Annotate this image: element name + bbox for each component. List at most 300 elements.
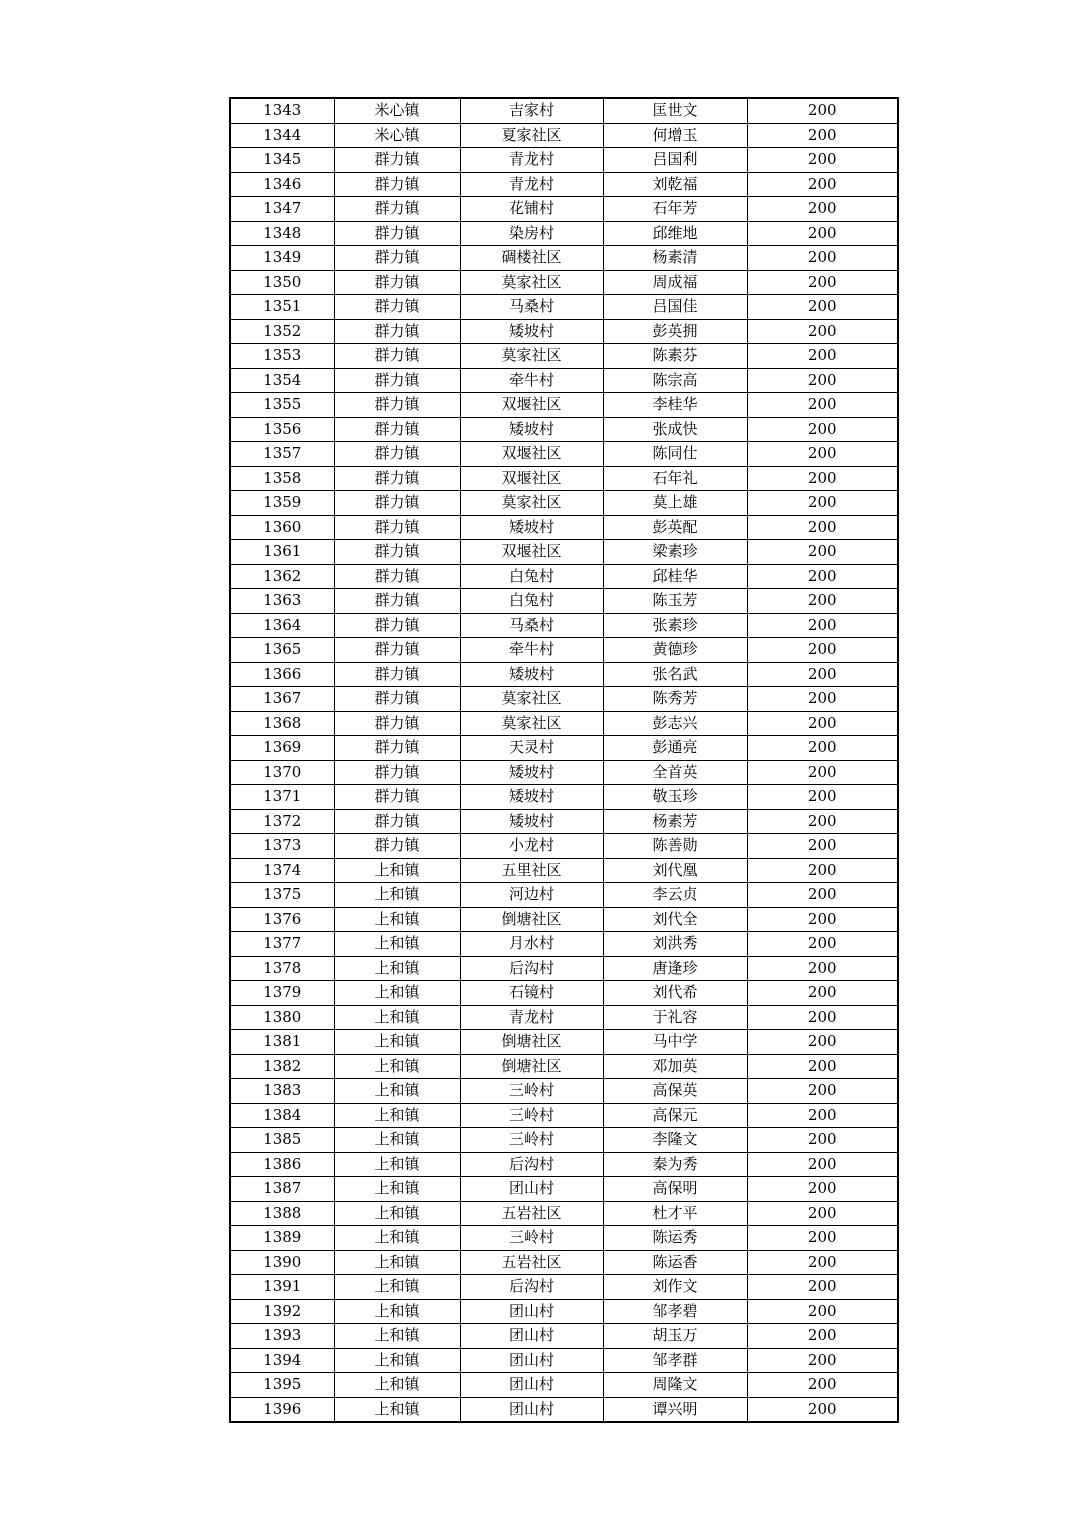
cell-town: 群力镇: [334, 785, 460, 810]
cell-name: 周成福: [603, 270, 747, 295]
cell-name: 石年芳: [603, 197, 747, 222]
table-row: [230, 613, 898, 638]
cell-amount: 200: [747, 1079, 898, 1104]
cell-name: 陈秀芳: [603, 687, 747, 712]
cell-town: 上和镇: [334, 1128, 460, 1153]
cell-serial-number: 1356: [230, 417, 334, 442]
cell-village: 后沟村: [460, 956, 603, 981]
cell-name: 杜才平: [603, 1201, 747, 1226]
table-row: [230, 1177, 898, 1202]
table-row: [230, 589, 898, 614]
cell-town: 上和镇: [334, 1373, 460, 1398]
cell-amount: 200: [747, 246, 898, 271]
cell-amount: 200: [747, 270, 898, 295]
cell-village: 三岭村: [460, 1128, 603, 1153]
cell-town: 上和镇: [334, 981, 460, 1006]
table-row: [230, 858, 898, 883]
cell-village: 莫家社区: [460, 344, 603, 369]
cell-serial-number: 1388: [230, 1201, 334, 1226]
cell-village: 矮坡村: [460, 809, 603, 834]
cell-village: 莫家社区: [460, 491, 603, 516]
cell-serial-number: 1389: [230, 1226, 334, 1251]
cell-name: 匡世文: [603, 98, 747, 123]
cell-amount: 200: [747, 393, 898, 418]
cell-serial-number: 1352: [230, 319, 334, 344]
cell-name: 邹孝群: [603, 1348, 747, 1373]
cell-amount: 200: [747, 564, 898, 589]
cell-amount: 200: [747, 1348, 898, 1373]
cell-amount: 200: [747, 417, 898, 442]
cell-amount: 200: [747, 858, 898, 883]
table-row: [230, 1275, 898, 1300]
cell-name: 刘代全: [603, 907, 747, 932]
cell-town: 群力镇: [334, 687, 460, 712]
cell-name: 刘乾福: [603, 172, 747, 197]
cell-town: 群力镇: [334, 736, 460, 761]
cell-serial-number: 1374: [230, 858, 334, 883]
cell-town: 上和镇: [334, 907, 460, 932]
cell-amount: 200: [747, 1275, 898, 1300]
cell-serial-number: 1382: [230, 1054, 334, 1079]
cell-town: 上和镇: [334, 1324, 460, 1349]
cell-amount: 200: [747, 172, 898, 197]
cell-amount: 200: [747, 123, 898, 148]
cell-amount: 200: [747, 1152, 898, 1177]
cell-serial-number: 1380: [230, 1005, 334, 1030]
cell-serial-number: 1350: [230, 270, 334, 295]
table-row: [230, 417, 898, 442]
cell-amount: 200: [747, 1397, 898, 1422]
cell-town: 上和镇: [334, 1250, 460, 1275]
cell-amount: 200: [747, 785, 898, 810]
cell-serial-number: 1360: [230, 515, 334, 540]
cell-serial-number: 1351: [230, 295, 334, 320]
cell-name: 陈素芬: [603, 344, 747, 369]
cell-amount: 200: [747, 344, 898, 369]
cell-village: 矮坡村: [460, 785, 603, 810]
cell-town: 上和镇: [334, 883, 460, 908]
table-row: [230, 442, 898, 467]
cell-serial-number: 1359: [230, 491, 334, 516]
cell-village: 莫家社区: [460, 711, 603, 736]
table-row: [230, 1103, 898, 1128]
cell-serial-number: 1345: [230, 148, 334, 173]
cell-amount: 200: [747, 368, 898, 393]
cell-village: 后沟村: [460, 1275, 603, 1300]
cell-village: 天灵村: [460, 736, 603, 761]
cell-name: 石年礼: [603, 466, 747, 491]
cell-serial-number: 1346: [230, 172, 334, 197]
cell-village: 青龙村: [460, 172, 603, 197]
cell-serial-number: 1357: [230, 442, 334, 467]
cell-name: 彭英配: [603, 515, 747, 540]
table-row: [230, 1030, 898, 1055]
table-row: [230, 564, 898, 589]
cell-name: 张名武: [603, 662, 747, 687]
cell-serial-number: 1343: [230, 98, 334, 123]
cell-amount: 200: [747, 1201, 898, 1226]
cell-name: 高保明: [603, 1177, 747, 1202]
table-row: [230, 981, 898, 1006]
cell-amount: 200: [747, 515, 898, 540]
cell-amount: 200: [747, 638, 898, 663]
cell-village: 莫家社区: [460, 687, 603, 712]
cell-village: 双堰社区: [460, 442, 603, 467]
cell-name: 陈玉芳: [603, 589, 747, 614]
cell-town: 群力镇: [334, 295, 460, 320]
table-row: [230, 368, 898, 393]
cell-name: 李桂华: [603, 393, 747, 418]
cell-name: 黄德珍: [603, 638, 747, 663]
cell-name: 陈同仕: [603, 442, 747, 467]
cell-village: 团山村: [460, 1177, 603, 1202]
cell-serial-number: 1372: [230, 809, 334, 834]
cell-name: 全首英: [603, 760, 747, 785]
cell-serial-number: 1384: [230, 1103, 334, 1128]
cell-town: 群力镇: [334, 319, 460, 344]
table-row: [230, 687, 898, 712]
table-row: [230, 1054, 898, 1079]
cell-village: 团山村: [460, 1299, 603, 1324]
cell-serial-number: 1396: [230, 1397, 334, 1422]
cell-town: 群力镇: [334, 172, 460, 197]
cell-amount: 200: [747, 687, 898, 712]
cell-serial-number: 1361: [230, 540, 334, 565]
cell-town: 群力镇: [334, 589, 460, 614]
table-row: [230, 760, 898, 785]
cell-name: 彭英拥: [603, 319, 747, 344]
cell-village: 小龙村: [460, 834, 603, 859]
cell-amount: 200: [747, 1299, 898, 1324]
table-row: [230, 1324, 898, 1349]
cell-village: 河边村: [460, 883, 603, 908]
cell-town: 上和镇: [334, 1397, 460, 1422]
table-row: [230, 1373, 898, 1398]
cell-town: 上和镇: [334, 1005, 460, 1030]
cell-name: 张素珍: [603, 613, 747, 638]
table-row: [230, 393, 898, 418]
cell-amount: 200: [747, 98, 898, 123]
cell-amount: 200: [747, 1128, 898, 1153]
cell-serial-number: 1347: [230, 197, 334, 222]
cell-amount: 200: [747, 1177, 898, 1202]
cell-amount: 200: [747, 760, 898, 785]
cell-village: 碉楼社区: [460, 246, 603, 271]
cell-amount: 200: [747, 466, 898, 491]
cell-amount: 200: [747, 1226, 898, 1251]
cell-serial-number: 1369: [230, 736, 334, 761]
table-row: [230, 1397, 898, 1422]
cell-name: 陈宗高: [603, 368, 747, 393]
table-row: [230, 172, 898, 197]
cell-serial-number: 1394: [230, 1348, 334, 1373]
cell-serial-number: 1377: [230, 932, 334, 957]
cell-town: 群力镇: [334, 809, 460, 834]
cell-name: 高保英: [603, 1079, 747, 1104]
cell-name: 陈运秀: [603, 1226, 747, 1251]
cell-amount: 200: [747, 197, 898, 222]
cell-village: 矮坡村: [460, 760, 603, 785]
cell-name: 吕国利: [603, 148, 747, 173]
cell-village: 五岩社区: [460, 1250, 603, 1275]
cell-amount: 200: [747, 956, 898, 981]
cell-name: 张成快: [603, 417, 747, 442]
cell-name: 刘代希: [603, 981, 747, 1006]
cell-serial-number: 1344: [230, 123, 334, 148]
cell-town: 群力镇: [334, 466, 460, 491]
record-table: [229, 97, 899, 1423]
cell-village: 倒塘社区: [460, 1030, 603, 1055]
table-row: [230, 1128, 898, 1153]
cell-amount: 200: [747, 662, 898, 687]
table-row: [230, 221, 898, 246]
cell-serial-number: 1366: [230, 662, 334, 687]
cell-town: 群力镇: [334, 221, 460, 246]
cell-name: 谭兴明: [603, 1397, 747, 1422]
cell-amount: 200: [747, 711, 898, 736]
cell-serial-number: 1370: [230, 760, 334, 785]
cell-town: 上和镇: [334, 932, 460, 957]
cell-village: 白兔村: [460, 564, 603, 589]
table-row: [230, 491, 898, 516]
table-row: [230, 148, 898, 173]
cell-name: 莫上雄: [603, 491, 747, 516]
cell-village: 月水村: [460, 932, 603, 957]
cell-serial-number: 1381: [230, 1030, 334, 1055]
cell-serial-number: 1390: [230, 1250, 334, 1275]
cell-name: 刘作文: [603, 1275, 747, 1300]
cell-amount: 200: [747, 736, 898, 761]
cell-amount: 200: [747, 1103, 898, 1128]
table-row: [230, 834, 898, 859]
cell-amount: 200: [747, 589, 898, 614]
cell-name: 彭通亮: [603, 736, 747, 761]
cell-serial-number: 1368: [230, 711, 334, 736]
table-row: [230, 515, 898, 540]
cell-town: 群力镇: [334, 393, 460, 418]
table-row: [230, 785, 898, 810]
cell-village: 后沟村: [460, 1152, 603, 1177]
cell-town: 上和镇: [334, 858, 460, 883]
cell-village: 双堰社区: [460, 540, 603, 565]
cell-serial-number: 1379: [230, 981, 334, 1006]
cell-village: 石镜村: [460, 981, 603, 1006]
cell-town: 上和镇: [334, 1103, 460, 1128]
cell-amount: 200: [747, 981, 898, 1006]
cell-town: 群力镇: [334, 760, 460, 785]
cell-town: 群力镇: [334, 148, 460, 173]
cell-name: 杨素清: [603, 246, 747, 271]
cell-name: 于礼容: [603, 1005, 747, 1030]
cell-amount: 200: [747, 491, 898, 516]
cell-serial-number: 1383: [230, 1079, 334, 1104]
table-row: [230, 809, 898, 834]
cell-town: 群力镇: [334, 344, 460, 369]
cell-village: 双堰社区: [460, 466, 603, 491]
cell-town: 群力镇: [334, 711, 460, 736]
cell-serial-number: 1385: [230, 1128, 334, 1153]
cell-town: 上和镇: [334, 1177, 460, 1202]
cell-village: 矮坡村: [460, 515, 603, 540]
cell-serial-number: 1371: [230, 785, 334, 810]
cell-name: 李隆文: [603, 1128, 747, 1153]
record-table-body: [230, 98, 898, 1422]
table-row: [230, 1299, 898, 1324]
cell-town: 群力镇: [334, 246, 460, 271]
cell-town: 群力镇: [334, 197, 460, 222]
table-row: [230, 932, 898, 957]
table-row: [230, 1201, 898, 1226]
cell-name: 邱桂华: [603, 564, 747, 589]
cell-town: 群力镇: [334, 417, 460, 442]
cell-village: 倒塘社区: [460, 1054, 603, 1079]
cell-name: 陈运香: [603, 1250, 747, 1275]
cell-amount: 200: [747, 1054, 898, 1079]
table-row: [230, 662, 898, 687]
cell-name: 吕国佳: [603, 295, 747, 320]
cell-village: 倒塘社区: [460, 907, 603, 932]
cell-serial-number: 1386: [230, 1152, 334, 1177]
table-row: [230, 270, 898, 295]
cell-name: 胡玉万: [603, 1324, 747, 1349]
cell-town: 群力镇: [334, 515, 460, 540]
cell-name: 梁素珍: [603, 540, 747, 565]
cell-amount: 200: [747, 883, 898, 908]
cell-amount: 200: [747, 442, 898, 467]
table-row: [230, 1152, 898, 1177]
cell-town: 上和镇: [334, 1054, 460, 1079]
cell-town: 上和镇: [334, 1030, 460, 1055]
cell-name: 刘代凰: [603, 858, 747, 883]
cell-serial-number: 1353: [230, 344, 334, 369]
cell-serial-number: 1393: [230, 1324, 334, 1349]
cell-village: 三岭村: [460, 1226, 603, 1251]
cell-name: 邓加英: [603, 1054, 747, 1079]
cell-village: 双堰社区: [460, 393, 603, 418]
cell-amount: 200: [747, 148, 898, 173]
cell-name: 陈善勋: [603, 834, 747, 859]
table-row: [230, 638, 898, 663]
table-row: [230, 344, 898, 369]
table-row: [230, 711, 898, 736]
cell-name: 杨素芳: [603, 809, 747, 834]
cell-name: 邹孝碧: [603, 1299, 747, 1324]
cell-village: 牵牛村: [460, 368, 603, 393]
table-row: [230, 1348, 898, 1373]
cell-town: 群力镇: [334, 491, 460, 516]
cell-village: 花铺村: [460, 197, 603, 222]
table-row: [230, 883, 898, 908]
table-row: [230, 1079, 898, 1104]
cell-serial-number: 1349: [230, 246, 334, 271]
cell-amount: 200: [747, 1250, 898, 1275]
cell-town: 群力镇: [334, 613, 460, 638]
cell-amount: 200: [747, 1373, 898, 1398]
cell-village: 团山村: [460, 1373, 603, 1398]
table-row: [230, 319, 898, 344]
cell-amount: 200: [747, 834, 898, 859]
cell-village: 白兔村: [460, 589, 603, 614]
cell-village: 青龙村: [460, 1005, 603, 1030]
cell-amount: 200: [747, 221, 898, 246]
cell-serial-number: 1387: [230, 1177, 334, 1202]
cell-serial-number: 1355: [230, 393, 334, 418]
cell-village: 矮坡村: [460, 319, 603, 344]
cell-name: 周隆文: [603, 1373, 747, 1398]
table-row: [230, 123, 898, 148]
cell-name: 高保元: [603, 1103, 747, 1128]
cell-serial-number: 1395: [230, 1373, 334, 1398]
cell-town: 上和镇: [334, 1299, 460, 1324]
table-row: [230, 736, 898, 761]
cell-name: 马中学: [603, 1030, 747, 1055]
table-row: [230, 540, 898, 565]
cell-amount: 200: [747, 809, 898, 834]
cell-town: 群力镇: [334, 834, 460, 859]
cell-village: 牵牛村: [460, 638, 603, 663]
cell-amount: 200: [747, 613, 898, 638]
cell-name: 秦为秀: [603, 1152, 747, 1177]
cell-serial-number: 1392: [230, 1299, 334, 1324]
cell-serial-number: 1391: [230, 1275, 334, 1300]
cell-town: 上和镇: [334, 1201, 460, 1226]
cell-town: 上和镇: [334, 1152, 460, 1177]
cell-town: 群力镇: [334, 638, 460, 663]
cell-serial-number: 1348: [230, 221, 334, 246]
cell-serial-number: 1364: [230, 613, 334, 638]
cell-name: 敬玉珍: [603, 785, 747, 810]
cell-village: 马桑村: [460, 295, 603, 320]
cell-town: 群力镇: [334, 442, 460, 467]
cell-town: 上和镇: [334, 1275, 460, 1300]
cell-town: 米心镇: [334, 98, 460, 123]
cell-village: 矮坡村: [460, 662, 603, 687]
table-row: [230, 956, 898, 981]
cell-town: 上和镇: [334, 1079, 460, 1104]
cell-name: 何增玉: [603, 123, 747, 148]
cell-village: 青龙村: [460, 148, 603, 173]
table-row: [230, 907, 898, 932]
cell-serial-number: 1363: [230, 589, 334, 614]
cell-serial-number: 1362: [230, 564, 334, 589]
cell-village: 吉家村: [460, 98, 603, 123]
cell-amount: 200: [747, 1005, 898, 1030]
table-row: [230, 197, 898, 222]
cell-amount: 200: [747, 1030, 898, 1055]
cell-amount: 200: [747, 540, 898, 565]
table-row: [230, 1005, 898, 1030]
cell-village: 五里社区: [460, 858, 603, 883]
cell-village: 五岩社区: [460, 1201, 603, 1226]
cell-serial-number: 1354: [230, 368, 334, 393]
cell-village: 夏家社区: [460, 123, 603, 148]
cell-village: 染房村: [460, 221, 603, 246]
cell-town: 上和镇: [334, 1226, 460, 1251]
cell-serial-number: 1378: [230, 956, 334, 981]
cell-town: 上和镇: [334, 1348, 460, 1373]
cell-town: 群力镇: [334, 540, 460, 565]
cell-amount: 200: [747, 295, 898, 320]
cell-name: 彭志兴: [603, 711, 747, 736]
cell-town: 群力镇: [334, 368, 460, 393]
cell-amount: 200: [747, 1324, 898, 1349]
cell-town: 群力镇: [334, 564, 460, 589]
cell-serial-number: 1373: [230, 834, 334, 859]
cell-amount: 200: [747, 907, 898, 932]
cell-village: 团山村: [460, 1348, 603, 1373]
cell-name: 唐逢珍: [603, 956, 747, 981]
cell-name: 邱维地: [603, 221, 747, 246]
